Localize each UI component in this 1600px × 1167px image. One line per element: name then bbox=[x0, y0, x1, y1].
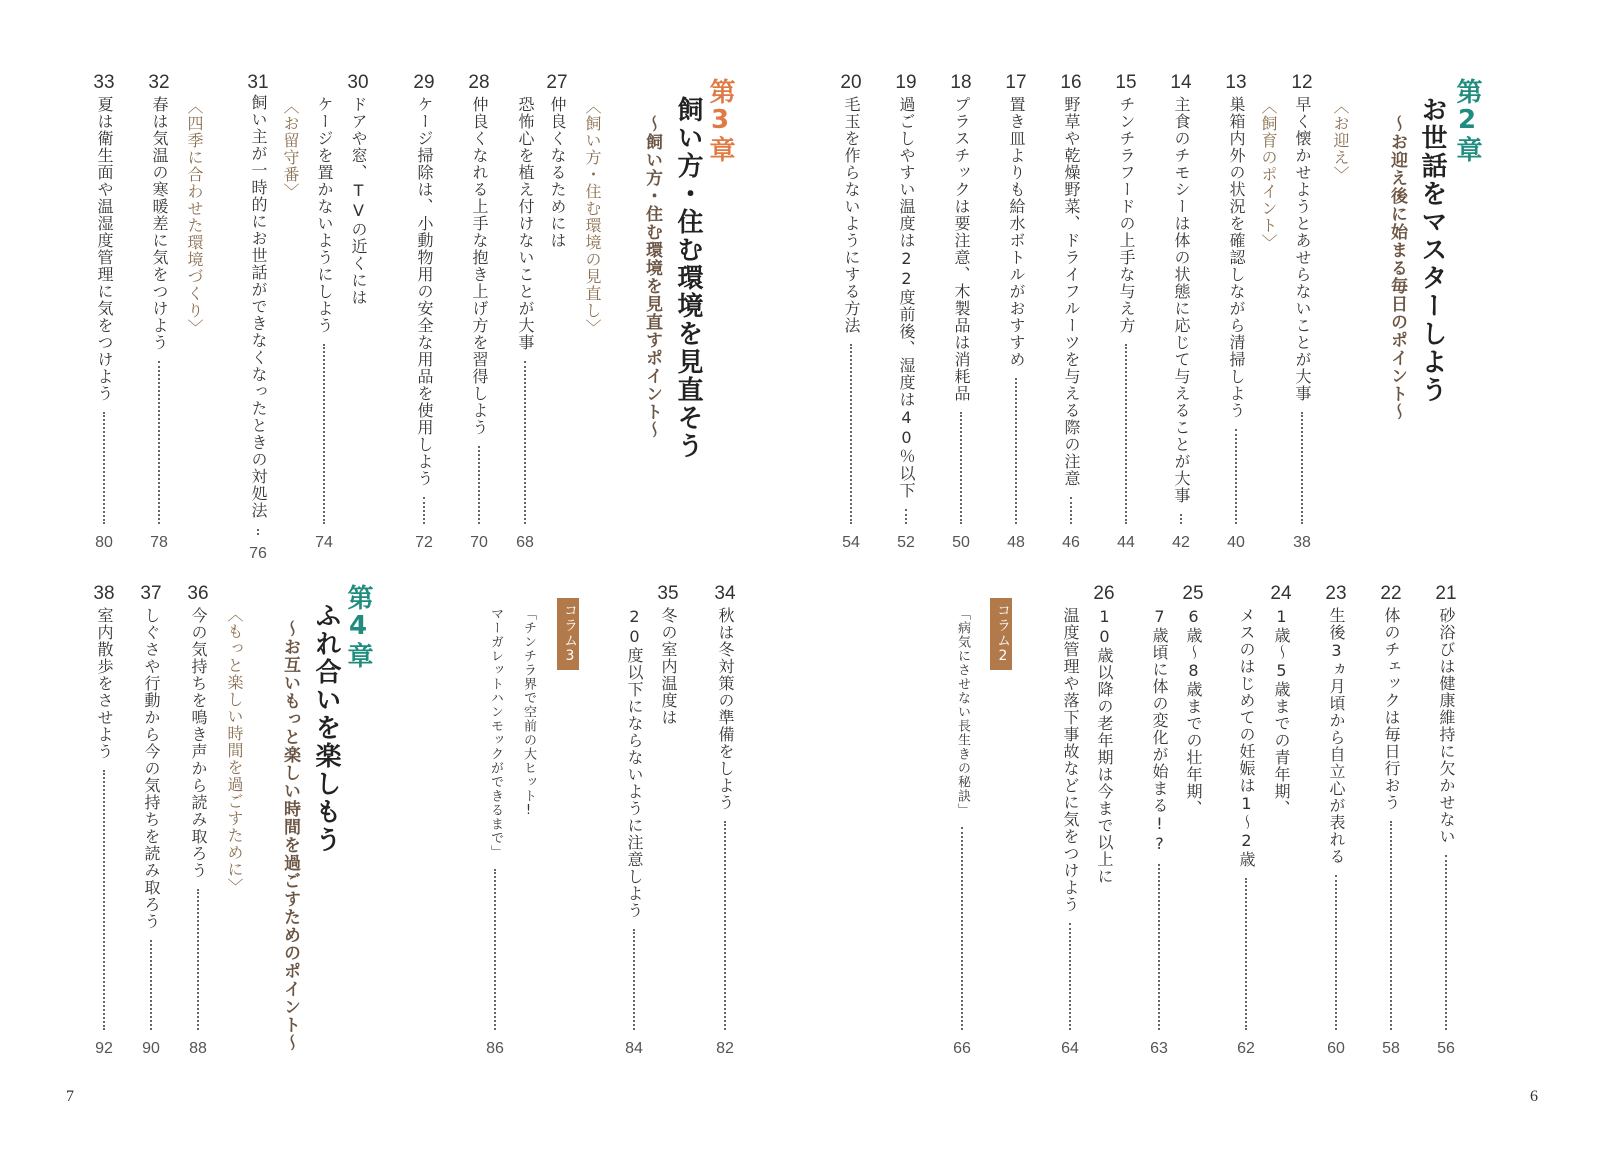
leader-dots bbox=[1180, 514, 1182, 524]
toc-entry-line2[interactable]: 20度以下にならないように注意しよう 84 bbox=[625, 607, 644, 1057]
toc-entry[interactable]: 29 ケージ掃除は、小動物用の安全な用品を使用しよう 72 bbox=[413, 72, 435, 551]
toc-entry-line2[interactable]: 温度管理や落下事故などに気をつけよう 64 bbox=[1061, 607, 1080, 1057]
chapter3-subtitle-col bbox=[637, 115, 667, 455]
section-heading: 〈お迎え〉 bbox=[1331, 98, 1350, 183]
toc-entry[interactable]: 15 チンチラフードの上手な与え方 44 bbox=[1115, 72, 1137, 551]
leader-dots bbox=[1125, 344, 1127, 524]
column3-entry-line2[interactable]: マーガレットハンモックができるまで」 86 bbox=[486, 607, 504, 1057]
leader-dots bbox=[257, 529, 259, 535]
toc-entry-line2[interactable]: ケージを置かないようにしよう 74 bbox=[315, 96, 334, 551]
toc-entry[interactable]: 17 置き皿よりも給水ボトルがおすすめ 48 bbox=[1005, 72, 1027, 551]
chapter2-subtitle-col bbox=[1382, 115, 1412, 445]
chapter2-subtitle: ～お迎え後に始まる毎日のポイント～ bbox=[1387, 115, 1407, 421]
toc-entry[interactable]: 34 秋は冬対策の準備をしよう 82 bbox=[714, 583, 736, 1057]
chapter4-title: ふれ合いを楽しもう bbox=[311, 602, 341, 854]
chapter4-subtitle: ～お互いもっと楽しい時間を過ごすためのポイント～ bbox=[280, 620, 300, 1052]
leader-dots bbox=[905, 509, 907, 524]
leader-dots bbox=[1235, 429, 1237, 524]
chapter3-label: 第3章 bbox=[705, 78, 735, 163]
toc-entry[interactable]: 36 今の気持ちを鳴き声から読み取ろう 88 bbox=[187, 583, 209, 1057]
toc-entry[interactable]: 19 過ごしやすい温度は22度前後、湿度は40％以下 52 bbox=[895, 72, 917, 551]
leader-dots bbox=[323, 344, 325, 524]
chapter3-subtitle: ～飼い方・住む環境を見直すポイント～ bbox=[642, 115, 662, 439]
column3-label: コラム3 bbox=[557, 598, 579, 670]
section-heading: 〈四季に合わせた環境づくり〉 bbox=[185, 98, 204, 336]
section-heading: 〈飼育のポイント〉 bbox=[1259, 98, 1278, 251]
toc-entry[interactable]: 26 10歳以降の老年期は今まで以上に bbox=[1093, 583, 1115, 885]
toc-entry[interactable]: 32 春は気温の寒暖差に気をつけよう 78 bbox=[148, 72, 170, 551]
toc-entry[interactable]: 30 ドアや窓、TVの近くには bbox=[347, 72, 369, 306]
leader-dots bbox=[850, 344, 852, 524]
chapter2-title-col bbox=[1412, 96, 1452, 436]
toc-entry[interactable]: 38 室内散歩をさせよう 92 bbox=[93, 583, 115, 1057]
toc-entry-line2[interactable]: 7歳頃に体の変化が始まる!? 63 bbox=[1150, 607, 1169, 1057]
section-heading: 〈お留守番〉 bbox=[281, 98, 300, 200]
toc-entry[interactable]: 23 生後3ヵ月頃から自立心が表れる 60 bbox=[1325, 583, 1347, 1057]
leader-dots bbox=[103, 412, 105, 524]
leader-dots bbox=[494, 869, 496, 1030]
toc-entry[interactable]: 22 体のチェックは毎日行おう 58 bbox=[1380, 583, 1402, 1057]
chapter4-subtitle-col bbox=[275, 620, 305, 1060]
column2-entry[interactable]: 「病気にさせない長生きの秘訣」 66 bbox=[953, 607, 971, 1057]
toc-entry[interactable]: 37 しぐさや行動から今の気持ちを読み取ろう 90 bbox=[140, 583, 162, 1057]
leader-dots bbox=[103, 770, 105, 1030]
page-number-left: 7 bbox=[66, 1088, 74, 1105]
chapter2-label: 第2章 bbox=[1452, 78, 1482, 163]
leader-dots bbox=[1445, 855, 1447, 1030]
chapter2-title: お世話をマスターしよう bbox=[1417, 96, 1447, 404]
column3-entry[interactable]: 「チンチラ界で空前の大ヒット! bbox=[521, 607, 536, 819]
toc-entry[interactable]: 20 毛玉を作らないようにする方法 54 bbox=[840, 72, 862, 551]
leader-dots bbox=[158, 361, 160, 524]
toc-entry-line2[interactable]: 恐怖心を植え付けないことが大事 68 bbox=[516, 96, 535, 551]
leader-dots bbox=[1301, 412, 1303, 524]
chapter4-title-col bbox=[306, 602, 346, 882]
leader-dots bbox=[1015, 378, 1017, 524]
leader-dots bbox=[524, 361, 526, 524]
toc-entry[interactable]: 13 巣箱内外の状況を確認しながら清掃しよう 40 bbox=[1225, 72, 1247, 551]
leader-dots bbox=[1158, 864, 1160, 1030]
leader-dots bbox=[1070, 497, 1072, 524]
chapter2-heading bbox=[1447, 78, 1487, 188]
toc-entry[interactable]: 35 冬の室内温度は bbox=[657, 583, 679, 726]
toc-entry[interactable]: 21 砂浴びは健康維持に欠かせない 56 bbox=[1435, 583, 1457, 1057]
leader-dots bbox=[1245, 878, 1247, 1030]
leader-dots bbox=[633, 929, 635, 1030]
toc-entry[interactable]: 27 仲良くなるためには bbox=[546, 72, 568, 249]
toc-entry-line2[interactable]: メスのはじめての妊娠は1～2歳 62 bbox=[1237, 607, 1256, 1057]
chapter3-title: 飼い方・住む環境を見直そう bbox=[673, 96, 703, 460]
toc-entry[interactable]: 33 夏は衛生面や温湿度管理に気をつけよう 80 bbox=[93, 72, 115, 551]
leader-dots bbox=[1069, 923, 1071, 1030]
section-heading: 〈もっと楽しい時間を過ごすために〉 bbox=[225, 606, 244, 895]
leader-dots bbox=[197, 889, 199, 1030]
leader-dots bbox=[724, 821, 726, 1030]
toc-entry[interactable]: 18 プラスチックは要注意、木製品は消耗品 50 bbox=[950, 72, 972, 551]
leader-dots bbox=[478, 446, 480, 524]
column2-label: コラム2 bbox=[990, 598, 1012, 670]
leader-dots bbox=[1390, 821, 1392, 1030]
toc-entry[interactable]: 12 早く懐かせようとあせらないことが大事 38 bbox=[1291, 72, 1313, 551]
page-number-right: 6 bbox=[1530, 1088, 1538, 1105]
leader-dots bbox=[961, 827, 963, 1030]
leader-dots bbox=[960, 412, 962, 524]
toc-entry[interactable]: 16 野草や乾燥野菜、ドライフルーツを与える際の注意 46 bbox=[1060, 72, 1082, 551]
toc-entry[interactable]: 31 飼い主が一時的にお世話ができなくなったときの対処法 76 bbox=[247, 72, 269, 562]
toc-entry[interactable]: 28 仲良くなれる上手な抱き上げ方を習得しよう 70 bbox=[468, 72, 490, 551]
toc-entry[interactable]: 14 主食のチモシーは体の状態に応じて与えることが大事 42 bbox=[1170, 72, 1192, 551]
leader-dots bbox=[1335, 875, 1337, 1030]
leader-dots bbox=[423, 497, 425, 524]
section-heading: 〈飼い方・住む環境の見直し〉 bbox=[583, 98, 602, 336]
leader-dots bbox=[150, 940, 152, 1030]
toc-entry[interactable]: 24 1歳～5歳までの青年期、 bbox=[1270, 583, 1292, 817]
chapter3-title-col bbox=[668, 96, 708, 460]
chapter4-label: 第4章 bbox=[343, 584, 373, 669]
toc-entry[interactable]: 25 6歳～8歳までの壮年期、 bbox=[1182, 583, 1204, 817]
